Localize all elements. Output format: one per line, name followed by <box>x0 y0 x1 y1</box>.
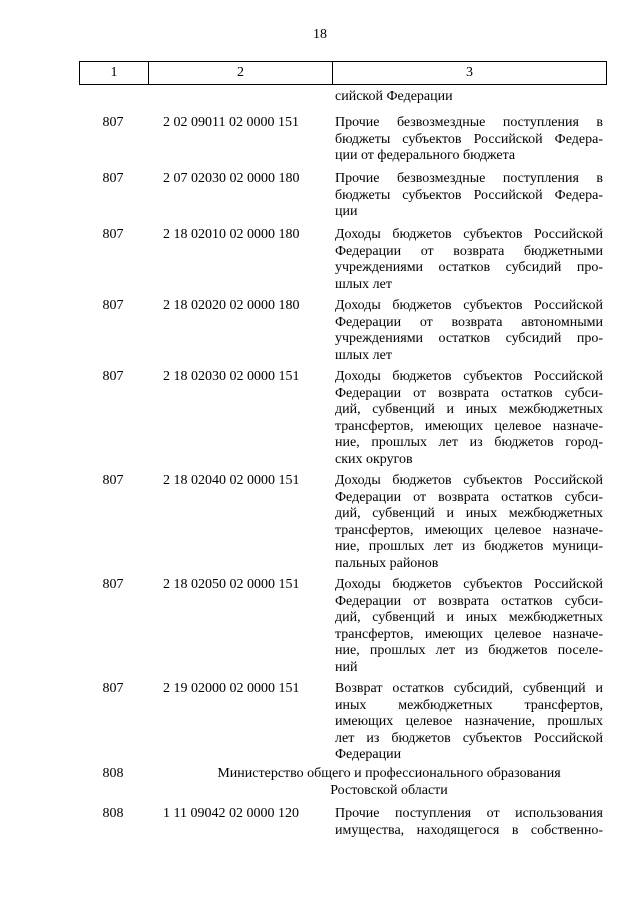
description-line: Федерации от возврата остатков субси- <box>335 593 603 609</box>
admin-code: 807 <box>102 115 124 130</box>
admin-code: 807 <box>102 298 124 313</box>
description-line: Доходы бюджетов субъектов Российской <box>335 577 603 592</box>
description-line: шлых лет <box>335 347 392 363</box>
kbk-code: 2 18 02040 02 0000 151 <box>163 473 300 488</box>
admin-code: 807 <box>102 227 124 242</box>
admin-code: 807 <box>102 681 124 696</box>
description-line: дий, субвенций и иных межбюджетных <box>335 610 603 625</box>
description-line: ние, прошлых лет из бюджетов город- <box>335 435 603 450</box>
admin-code: 807 <box>102 473 124 488</box>
description-line: Федерации от возврата остатков субси- <box>335 385 603 401</box>
description-line: дий, субвенций и иных межбюджетных <box>335 402 603 417</box>
description <box>335 171 603 221</box>
description <box>335 115 603 165</box>
description <box>335 473 603 572</box>
admin-code: 807 <box>102 171 124 186</box>
description-line: трансфертов, имеющих целевое назначе- <box>335 626 603 642</box>
description <box>335 681 603 764</box>
description <box>335 298 603 364</box>
description-line: ний <box>335 659 358 675</box>
description-line: бюджеты субъектов Российской Федера- <box>335 131 603 147</box>
admin-code: 808 <box>102 806 124 821</box>
description-line: Доходы бюджетов субъектов Российской <box>335 227 603 242</box>
admin-code: 808 <box>102 766 124 781</box>
description-line: бюджеты субъектов Российской Федера- <box>335 187 603 203</box>
admin-code: 807 <box>102 369 124 384</box>
header-col-3: 3 <box>466 65 473 80</box>
description-line: имеющих целевое назначение, прошлых <box>335 714 603 729</box>
description-line: шлых лет <box>335 276 392 292</box>
section-title-line: Ростовской области <box>330 782 448 798</box>
kbk-code: 2 18 02030 02 0000 151 <box>163 369 300 384</box>
kbk-code: 2 18 02010 02 0000 180 <box>163 227 300 242</box>
section-title-line: Министерство общего и профессионального образования <box>217 766 561 781</box>
description-line: Федерации от возврата остатков субси- <box>335 489 603 505</box>
continuation-text: сийской Федерации <box>335 89 453 104</box>
description-line: учреждениями остатков субсидий про- <box>335 331 603 346</box>
description-line: Доходы бюджетов субъектов Российской <box>335 473 603 488</box>
description-line: Доходы бюджетов субъектов Российской <box>335 369 603 384</box>
kbk-code: 2 07 02030 02 0000 180 <box>163 171 300 186</box>
table-header <box>79 61 607 85</box>
kbk-code: 2 18 02020 02 0000 180 <box>163 298 300 313</box>
description-line: дий, субвенций и иных межбюджетных <box>335 506 603 521</box>
description-line: Прочие безвозмездные поступления в <box>335 115 603 130</box>
description-line: Федерации от возврата бюджетными <box>335 243 603 259</box>
description-line: ских округов <box>335 451 413 467</box>
description-line: трансфертов, имеющих целевое назначе- <box>335 418 603 434</box>
description-line: ции <box>335 204 358 219</box>
description-line: ние, прошлых лет из бюджетов поселе- <box>335 643 603 658</box>
header-col-1: 1 <box>80 62 149 84</box>
description <box>335 806 603 839</box>
description <box>335 369 603 468</box>
kbk-code: 2 19 02000 02 0000 151 <box>163 681 300 696</box>
description-line: иных межбюджетных трансфертов, <box>335 697 603 713</box>
description-line: лет из бюджетов субъектов Российской <box>335 730 603 746</box>
description-line: Федерации <box>335 747 402 762</box>
description-line: ние, прошлых лет из бюджетов муници- <box>335 539 603 554</box>
description-line: пальных районов <box>335 555 439 571</box>
header-col-2: 2 <box>149 62 333 84</box>
description-line: ции от федерального бюджета <box>335 148 516 163</box>
description-line: Доходы бюджетов субъектов Российской <box>335 298 603 313</box>
description-line: Федерации от возврата автономными <box>335 314 603 330</box>
description-line: имущества, находящегося в собственно- <box>335 822 603 838</box>
description-line: Прочие безвозмездные поступления в <box>335 171 603 186</box>
page-number: 18 <box>313 27 327 42</box>
section-title <box>189 766 589 799</box>
description-line: Возврат остатков субсидий, субвенций и <box>335 681 603 696</box>
admin-code: 807 <box>102 577 124 592</box>
description-line: трансфертов, имеющих целевое назначе- <box>335 522 603 538</box>
kbk-code: 2 02 09011 02 0000 151 <box>163 115 299 130</box>
description <box>335 227 603 293</box>
description-line: учреждениями остатков субсидий про- <box>335 260 603 275</box>
kbk-code: 1 11 09042 02 0000 120 <box>163 806 299 821</box>
description <box>335 577 603 676</box>
kbk-code: 2 18 02050 02 0000 151 <box>163 577 300 592</box>
description-line: Прочие поступления от использования <box>335 806 603 821</box>
